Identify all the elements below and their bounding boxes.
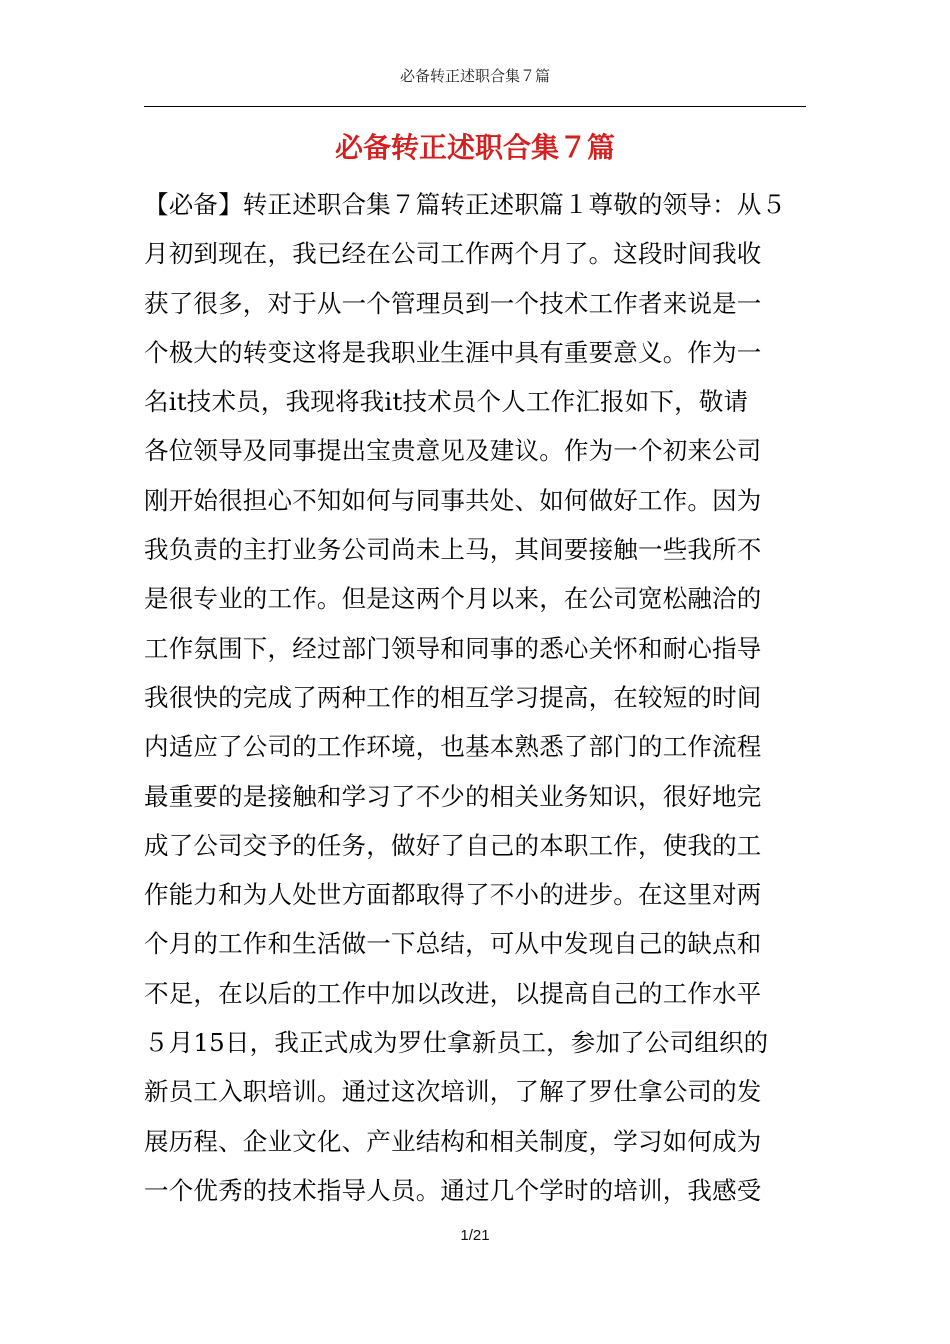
- body-line: 是很专业的工作。但是这两个月以来，在公司宽松融洽的: [144, 584, 762, 614]
- body-line: 个月的工作和生活做一下总结，可从中发现自己的缺点和: [144, 929, 762, 959]
- body-line: 作能力和为人处世方面都取得了不小的进步。在这里对两: [144, 880, 762, 910]
- body-line: 名it技术员，我现将我it技术员个人工作汇报如下，敬请: [144, 387, 749, 417]
- body-text: [144, 180, 814, 1215]
- page-number: 1/21: [460, 1227, 490, 1244]
- running-header: 必备转正述职合集７篇: [399, 67, 550, 85]
- document-title: 必备转正述职合集７篇: [334, 131, 615, 164]
- body-line: 最重要的是接触和学习了不少的相关业务知识，很好地完: [144, 781, 762, 811]
- body-line: 月初到现在，我已经在公司工作两个月了。这段时间我收: [144, 239, 762, 269]
- body-line: 一个优秀的技术指导人员。通过几个学时的培训，我感受: [144, 1175, 762, 1205]
- body-line: 个极大的转变这将是我职业生涯中具有重要意义。作为一: [144, 337, 762, 367]
- header-divider: [144, 106, 806, 107]
- body-line: 我很快的完成了两种工作的相互学习提高，在较短的时间: [144, 682, 762, 712]
- body-line: 获了很多，对于从一个管理员到一个技术工作者来说是一: [144, 288, 762, 318]
- body-line: 不足，在以后的工作中加以改进，以提高自己的工作水平: [144, 978, 762, 1008]
- body-line: 展历程、企业文化、产业结构和相关制度，学习如何成为: [144, 1126, 762, 1156]
- body-line: 我负责的主打业务公司尚未上马，其间要接触一些我所不: [144, 535, 762, 565]
- body-line: 刚开始很担心不知如何与同事共处、如何做好工作。因为: [144, 485, 762, 515]
- body-line: ５月15日，我正式成为罗仕拿新员工，参加了公司组织的: [144, 1028, 769, 1058]
- body-line: 内适应了公司的工作环境，也基本熟悉了部门的工作流程: [144, 732, 762, 762]
- body-line: 各位领导及同事提出宝贵意见及建议。作为一个初来公司: [144, 436, 762, 466]
- body-line: 新员工入职培训。通过这次培训，了解了罗仕拿公司的发: [144, 1077, 762, 1107]
- body-line: 成了公司交予的任务，做好了自己的本职工作，使我的工: [144, 830, 762, 860]
- body-line: 【必备】转正述职合集７篇转正述职篇１尊敬的领导：从５: [144, 190, 787, 219]
- body-line: 工作氛围下，经过部门领导和同事的悉心关怀和耐心指导: [144, 633, 762, 663]
